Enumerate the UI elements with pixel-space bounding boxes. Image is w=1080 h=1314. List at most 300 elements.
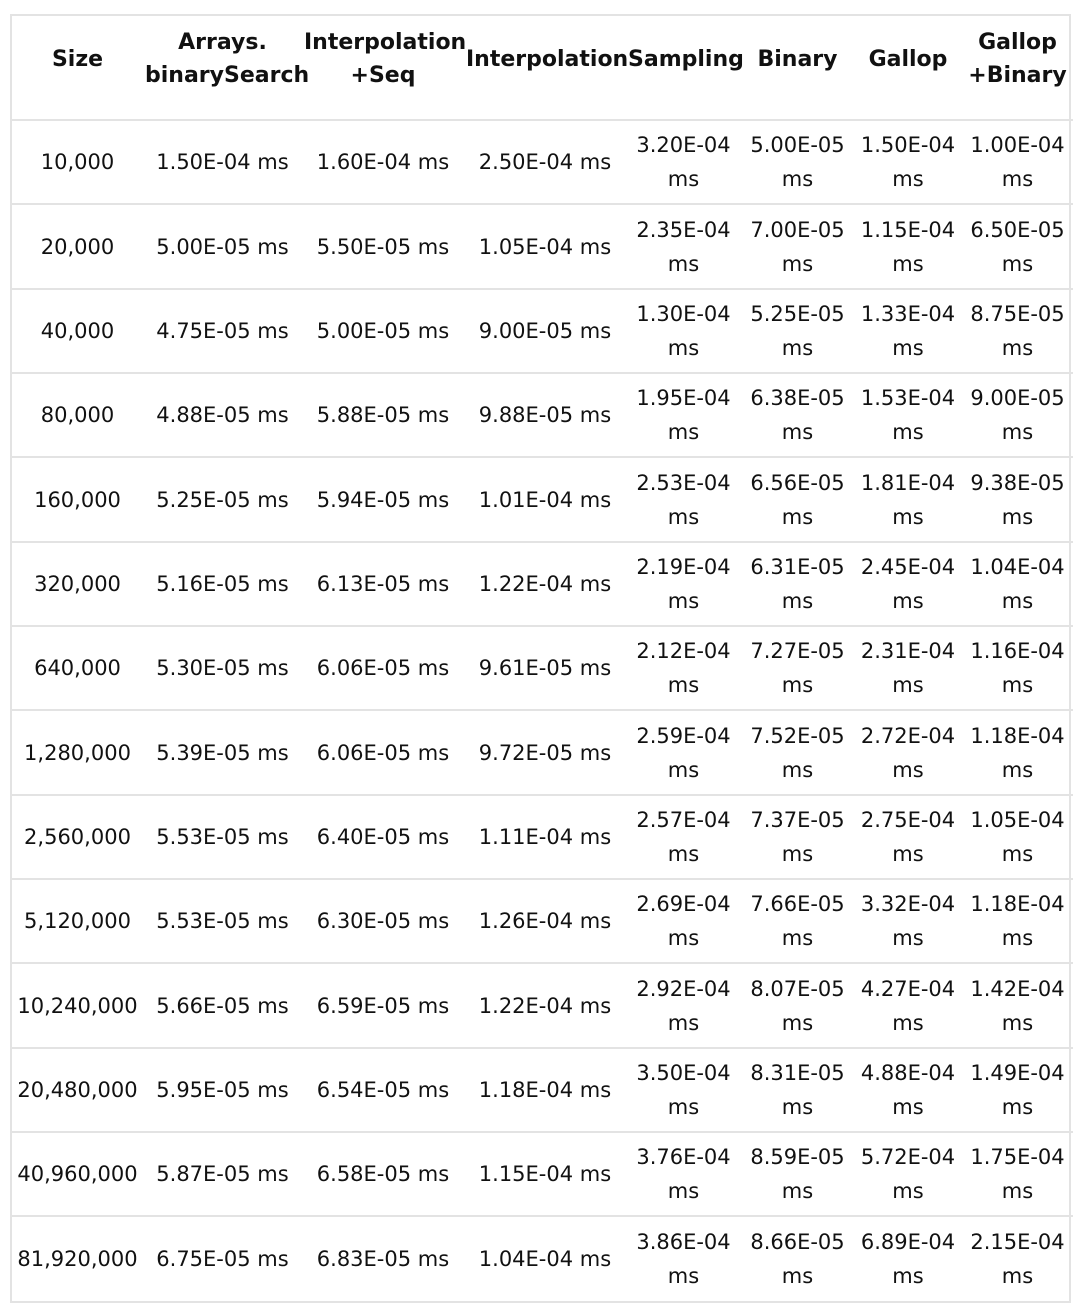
cell-unit: ms bbox=[257, 993, 289, 1018]
gallop-cell bbox=[854, 542, 962, 626]
size-cell: 1,280,000 bbox=[12, 710, 143, 794]
gallop-cell bbox=[854, 289, 962, 373]
table-row bbox=[12, 795, 1073, 879]
cell-value: 6.40E-05 bbox=[316, 824, 412, 849]
sampling-cell bbox=[626, 879, 741, 963]
cell-unit: ms bbox=[579, 571, 612, 596]
column-header-line: Interpolation bbox=[304, 30, 467, 55]
column-header-gallop-binary bbox=[962, 16, 1073, 120]
arrays-binarysearch-cell bbox=[143, 879, 302, 963]
interpolation-seq-cell bbox=[302, 1132, 464, 1216]
cell-unit: ms bbox=[579, 1162, 612, 1187]
cell-unit: ms bbox=[257, 824, 289, 849]
arrays-binarysearch-cell bbox=[143, 1132, 302, 1216]
cell-value: 5.94E-05 bbox=[316, 487, 412, 512]
cell-unit: ms bbox=[892, 926, 924, 951]
binary-cell bbox=[741, 795, 854, 879]
cell-value: 3.50E-04 bbox=[636, 1060, 731, 1085]
column-header-line: +Seq bbox=[350, 63, 416, 88]
cell-value: 3.20E-04 bbox=[636, 133, 731, 158]
interpolation-seq-cell bbox=[302, 795, 464, 879]
sampling-cell bbox=[626, 1132, 741, 1216]
cell-value: 9.38E-05 bbox=[970, 470, 1065, 495]
cell-unit: ms bbox=[781, 167, 814, 192]
cell-value: 7.00E-05 bbox=[750, 217, 845, 242]
cell-unit: ms bbox=[417, 403, 450, 428]
cell-unit: ms bbox=[667, 1010, 700, 1035]
size-cell: 2,560,000 bbox=[12, 795, 143, 879]
column-header-interpolation-seq bbox=[302, 16, 467, 120]
cell-value: 6.31E-05 bbox=[750, 554, 845, 579]
cell-value: 9.00E-05 bbox=[970, 386, 1065, 411]
cell-value: 5.88E-05 bbox=[316, 403, 412, 428]
cell-value: 5.39E-05 bbox=[156, 740, 251, 765]
cell-unit: ms bbox=[579, 824, 612, 849]
arrays-binarysearch-cell bbox=[143, 963, 302, 1047]
cell-unit: ms bbox=[781, 504, 814, 529]
cell-value: 1.95E-04 bbox=[636, 386, 731, 411]
cell-value: 1.11E-04 bbox=[478, 824, 574, 849]
arrays-binarysearch-cell bbox=[143, 710, 302, 794]
arrays-binarysearch-cell bbox=[143, 542, 302, 626]
cell-unit: ms bbox=[257, 909, 289, 934]
sampling-cell bbox=[626, 289, 741, 373]
cell-unit: ms bbox=[781, 1264, 814, 1289]
gallop-cell bbox=[854, 710, 962, 794]
size-cell: 81,920,000 bbox=[12, 1216, 143, 1301]
arrays-binarysearch-cell bbox=[143, 120, 302, 204]
cell-unit: ms bbox=[257, 403, 289, 428]
cell-value: 1.53E-04 bbox=[860, 386, 956, 411]
cell-value: 1.26E-04 bbox=[478, 909, 574, 934]
cell-unit: ms bbox=[781, 335, 814, 360]
cell-value: 9.88E-05 bbox=[478, 403, 574, 428]
cell-unit: ms bbox=[579, 740, 612, 765]
cell-value: 2.31E-04 bbox=[860, 639, 956, 664]
cell-value: 3.32E-04 bbox=[860, 892, 956, 917]
interpolation-seq-cell bbox=[302, 1216, 464, 1301]
cell-value: 9.72E-05 bbox=[478, 740, 574, 765]
column-header-binary bbox=[741, 16, 854, 120]
interpolation-cell bbox=[464, 289, 626, 373]
gallop-binary-cell bbox=[962, 289, 1073, 373]
cell-unit: ms bbox=[417, 234, 450, 259]
gallop-binary-cell bbox=[962, 795, 1073, 879]
benchmark-table bbox=[12, 16, 1073, 1301]
cell-value: 5.87E-05 bbox=[156, 1162, 251, 1187]
cell-unit: ms bbox=[579, 150, 612, 175]
cell-unit: ms bbox=[667, 335, 700, 360]
column-header-size bbox=[12, 16, 143, 120]
interpolation-cell bbox=[464, 963, 626, 1047]
cell-value: 6.59E-05 bbox=[316, 993, 412, 1018]
table-row bbox=[12, 963, 1073, 1047]
cell-unit: ms bbox=[417, 740, 450, 765]
cell-unit: ms bbox=[892, 841, 924, 866]
cell-unit: ms bbox=[417, 1247, 450, 1272]
table-row bbox=[12, 1132, 1073, 1216]
cell-value: 1.75E-04 bbox=[970, 1145, 1065, 1170]
cell-unit: ms bbox=[667, 588, 700, 613]
cell-value: 2.57E-04 bbox=[636, 807, 731, 832]
cell-value: 6.50E-05 bbox=[970, 217, 1065, 242]
arrays-binarysearch-cell bbox=[143, 457, 302, 541]
binary-cell bbox=[741, 289, 854, 373]
cell-unit: ms bbox=[667, 251, 700, 276]
column-header-line: binarySearch bbox=[145, 63, 310, 88]
interpolation-seq-cell bbox=[302, 204, 464, 288]
cell-value: 1.18E-04 bbox=[970, 723, 1065, 748]
cell-value: 4.88E-04 bbox=[860, 1060, 956, 1085]
cell-unit: ms bbox=[579, 1077, 612, 1102]
sampling-cell bbox=[626, 795, 741, 879]
gallop-binary-cell bbox=[962, 120, 1073, 204]
cell-value: 9.61E-05 bbox=[478, 656, 574, 681]
cell-unit: ms bbox=[417, 150, 450, 175]
column-header-sampling bbox=[626, 16, 744, 120]
cell-value: 1.81E-04 bbox=[860, 470, 956, 495]
cell-value: 7.66E-05 bbox=[750, 892, 845, 917]
size-cell: 20,000 bbox=[12, 204, 143, 288]
cell-value: 1.01E-04 bbox=[478, 487, 574, 512]
cell-value: 1.18E-04 bbox=[970, 892, 1065, 917]
binary-cell bbox=[741, 963, 854, 1047]
cell-unit: ms bbox=[1001, 251, 1034, 276]
cell-value: 3.86E-04 bbox=[636, 1230, 731, 1255]
cell-unit: ms bbox=[417, 571, 450, 596]
size-cell: 5,120,000 bbox=[12, 879, 143, 963]
cell-unit: ms bbox=[417, 909, 450, 934]
table-row bbox=[12, 710, 1073, 794]
interpolation-cell bbox=[464, 542, 626, 626]
cell-value: 1.22E-04 bbox=[478, 993, 574, 1018]
cell-value: 6.06E-05 bbox=[316, 656, 412, 681]
cell-value: 4.88E-05 bbox=[156, 403, 251, 428]
interpolation-cell bbox=[464, 795, 626, 879]
cell-unit: ms bbox=[579, 993, 612, 1018]
cell-value: 1.50E-04 bbox=[156, 150, 251, 175]
cell-value: 6.54E-05 bbox=[316, 1077, 412, 1102]
cell-unit: ms bbox=[781, 757, 814, 782]
cell-value: 2.59E-04 bbox=[636, 723, 731, 748]
cell-unit: ms bbox=[417, 824, 450, 849]
cell-unit: ms bbox=[892, 251, 924, 276]
gallop-cell bbox=[854, 1048, 962, 1132]
binary-cell bbox=[741, 1048, 854, 1132]
binary-cell bbox=[741, 1216, 854, 1301]
cell-unit: ms bbox=[667, 420, 700, 445]
sampling-cell bbox=[626, 542, 741, 626]
column-header-interpolation bbox=[464, 16, 629, 120]
cell-value: 2.53E-04 bbox=[636, 470, 731, 495]
cell-value: 2.12E-04 bbox=[636, 639, 731, 664]
gallop-cell bbox=[854, 1216, 962, 1301]
cell-unit: ms bbox=[781, 841, 814, 866]
sampling-cell bbox=[626, 457, 741, 541]
cell-value: 4.75E-05 bbox=[156, 318, 251, 343]
cell-value: 8.59E-05 bbox=[750, 1145, 845, 1170]
cell-value: 5.53E-05 bbox=[156, 824, 251, 849]
size-cell: 40,000 bbox=[12, 289, 143, 373]
table-row bbox=[12, 457, 1073, 541]
column-header-line: Sampling bbox=[628, 47, 744, 72]
size-cell: 10,000 bbox=[12, 120, 143, 204]
size-cell: 10,240,000 bbox=[12, 963, 143, 1047]
cell-unit: ms bbox=[1001, 1179, 1034, 1204]
cell-unit: ms bbox=[892, 167, 924, 192]
cell-value: 1.04E-04 bbox=[970, 554, 1065, 579]
gallop-cell bbox=[854, 626, 962, 710]
cell-unit: ms bbox=[892, 757, 924, 782]
cell-value: 6.75E-05 bbox=[156, 1247, 251, 1272]
cell-value: 1.05E-04 bbox=[970, 807, 1065, 832]
arrays-binarysearch-cell bbox=[143, 1048, 302, 1132]
cell-value: 1.50E-04 bbox=[860, 133, 956, 158]
table-row bbox=[12, 120, 1073, 204]
cell-unit: ms bbox=[1001, 420, 1034, 445]
binary-cell bbox=[741, 1132, 854, 1216]
cell-unit: ms bbox=[257, 1162, 289, 1187]
interpolation-cell bbox=[464, 710, 626, 794]
gallop-binary-cell bbox=[962, 710, 1073, 794]
cell-unit: ms bbox=[781, 251, 814, 276]
size-cell: 80,000 bbox=[12, 373, 143, 457]
gallop-cell bbox=[854, 204, 962, 288]
cell-value: 1.16E-04 bbox=[970, 639, 1065, 664]
cell-unit: ms bbox=[579, 1247, 612, 1272]
cell-value: 5.16E-05 bbox=[156, 571, 251, 596]
cell-value: 2.50E-04 bbox=[478, 150, 574, 175]
cell-value: 1.00E-04 bbox=[970, 133, 1065, 158]
table-row bbox=[12, 1216, 1073, 1301]
binary-cell bbox=[741, 710, 854, 794]
cell-value: 2.69E-04 bbox=[636, 892, 731, 917]
interpolation-cell bbox=[464, 879, 626, 963]
cell-unit: ms bbox=[1001, 588, 1034, 613]
gallop-cell bbox=[854, 457, 962, 541]
cell-value: 5.50E-05 bbox=[316, 234, 412, 259]
table-row bbox=[12, 1048, 1073, 1132]
cell-value: 7.27E-05 bbox=[750, 639, 845, 664]
cell-value: 3.76E-04 bbox=[636, 1145, 731, 1170]
cell-unit: ms bbox=[1001, 504, 1034, 529]
cell-unit: ms bbox=[667, 1264, 700, 1289]
size-cell: 320,000 bbox=[12, 542, 143, 626]
cell-unit: ms bbox=[1001, 1264, 1034, 1289]
sampling-cell bbox=[626, 626, 741, 710]
gallop-binary-cell bbox=[962, 204, 1073, 288]
cell-value: 6.06E-05 bbox=[316, 740, 412, 765]
cell-unit: ms bbox=[892, 1010, 924, 1035]
cell-value: 6.83E-05 bbox=[316, 1247, 412, 1272]
cell-unit: ms bbox=[417, 656, 450, 681]
interpolation-seq-cell bbox=[302, 963, 464, 1047]
cell-value: 6.56E-05 bbox=[750, 470, 845, 495]
cell-unit: ms bbox=[667, 504, 700, 529]
table-body bbox=[12, 120, 1073, 1301]
table-row bbox=[12, 879, 1073, 963]
cell-value: 7.37E-05 bbox=[750, 807, 845, 832]
cell-value: 8.75E-05 bbox=[970, 301, 1065, 326]
gallop-cell bbox=[854, 1132, 962, 1216]
gallop-cell bbox=[854, 963, 962, 1047]
cell-value: 2.15E-04 bbox=[970, 1230, 1065, 1255]
cell-value: 5.53E-05 bbox=[156, 909, 251, 934]
cell-value: 6.13E-05 bbox=[316, 571, 412, 596]
interpolation-cell bbox=[464, 204, 626, 288]
gallop-binary-cell bbox=[962, 1132, 1073, 1216]
cell-unit: ms bbox=[667, 841, 700, 866]
sampling-cell bbox=[626, 204, 741, 288]
benchmark-table-container bbox=[10, 14, 1071, 1303]
cell-value: 2.19E-04 bbox=[636, 554, 731, 579]
cell-unit: ms bbox=[781, 1010, 814, 1035]
cell-unit: ms bbox=[579, 234, 612, 259]
column-header-line: Interpolation bbox=[466, 47, 629, 72]
table-row bbox=[12, 542, 1073, 626]
gallop-binary-cell bbox=[962, 626, 1073, 710]
cell-unit: ms bbox=[667, 167, 700, 192]
arrays-binarysearch-cell bbox=[143, 289, 302, 373]
arrays-binarysearch-cell bbox=[143, 795, 302, 879]
cell-value: 5.95E-05 bbox=[156, 1077, 251, 1102]
cell-unit: ms bbox=[257, 740, 289, 765]
interpolation-seq-cell bbox=[302, 626, 464, 710]
sampling-cell bbox=[626, 1216, 741, 1301]
cell-value: 5.30E-05 bbox=[156, 656, 251, 681]
binary-cell bbox=[741, 626, 854, 710]
cell-unit: ms bbox=[892, 673, 924, 698]
interpolation-cell bbox=[464, 1216, 626, 1301]
gallop-binary-cell bbox=[962, 1048, 1073, 1132]
cell-value: 5.25E-05 bbox=[750, 301, 845, 326]
table-row bbox=[12, 204, 1073, 288]
arrays-binarysearch-cell bbox=[143, 373, 302, 457]
gallop-cell bbox=[854, 373, 962, 457]
cell-value: 1.33E-04 bbox=[860, 301, 956, 326]
interpolation-cell bbox=[464, 373, 626, 457]
gallop-binary-cell bbox=[962, 879, 1073, 963]
cell-value: 1.04E-04 bbox=[478, 1247, 574, 1272]
cell-unit: ms bbox=[417, 993, 450, 1018]
cell-unit: ms bbox=[781, 420, 814, 445]
cell-unit: ms bbox=[892, 1264, 924, 1289]
cell-unit: ms bbox=[892, 1179, 924, 1204]
cell-unit: ms bbox=[579, 403, 612, 428]
cell-unit: ms bbox=[257, 1247, 289, 1272]
binary-cell bbox=[741, 120, 854, 204]
column-header-line: Gallop bbox=[978, 30, 1057, 55]
interpolation-cell bbox=[464, 1048, 626, 1132]
binary-cell bbox=[741, 204, 854, 288]
interpolation-seq-cell bbox=[302, 373, 464, 457]
interpolation-seq-cell bbox=[302, 542, 464, 626]
cell-value: 5.00E-05 bbox=[316, 318, 412, 343]
cell-unit: ms bbox=[781, 1094, 814, 1119]
cell-unit: ms bbox=[781, 1179, 814, 1204]
cell-value: 1.42E-04 bbox=[970, 976, 1065, 1001]
cell-value: 8.07E-05 bbox=[750, 976, 845, 1001]
cell-unit: ms bbox=[257, 656, 289, 681]
cell-value: 1.15E-04 bbox=[860, 217, 956, 242]
sampling-cell bbox=[626, 1048, 741, 1132]
cell-value: 7.52E-05 bbox=[750, 723, 845, 748]
sampling-cell bbox=[626, 963, 741, 1047]
gallop-cell bbox=[854, 120, 962, 204]
interpolation-cell bbox=[464, 120, 626, 204]
binary-cell bbox=[741, 457, 854, 541]
cell-unit: ms bbox=[417, 318, 450, 343]
cell-unit: ms bbox=[257, 571, 289, 596]
cell-value: 4.27E-04 bbox=[860, 976, 956, 1001]
table-row bbox=[12, 626, 1073, 710]
arrays-binarysearch-cell bbox=[143, 626, 302, 710]
gallop-binary-cell bbox=[962, 542, 1073, 626]
cell-value: 1.15E-04 bbox=[478, 1162, 574, 1187]
column-header-line: Arrays. bbox=[178, 30, 267, 55]
cell-value: 1.30E-04 bbox=[636, 301, 731, 326]
cell-value: 8.31E-05 bbox=[750, 1060, 845, 1085]
cell-unit: ms bbox=[667, 926, 700, 951]
gallop-binary-cell bbox=[962, 373, 1073, 457]
gallop-cell bbox=[854, 879, 962, 963]
binary-cell bbox=[741, 542, 854, 626]
column-header-gallop bbox=[854, 16, 962, 120]
cell-unit: ms bbox=[781, 588, 814, 613]
size-cell: 160,000 bbox=[12, 457, 143, 541]
cell-unit: ms bbox=[1001, 926, 1034, 951]
cell-unit: ms bbox=[257, 1077, 289, 1102]
cell-value: 1.18E-04 bbox=[478, 1077, 574, 1102]
interpolation-cell bbox=[464, 626, 626, 710]
cell-value: 5.00E-05 bbox=[750, 133, 845, 158]
cell-value: 5.66E-05 bbox=[156, 993, 251, 1018]
cell-unit: ms bbox=[892, 420, 924, 445]
interpolation-cell bbox=[464, 457, 626, 541]
cell-value: 6.89E-04 bbox=[860, 1230, 956, 1255]
size-cell: 40,960,000 bbox=[12, 1132, 143, 1216]
size-cell: 20,480,000 bbox=[12, 1048, 143, 1132]
cell-value: 1.60E-04 bbox=[316, 150, 412, 175]
sampling-cell bbox=[626, 710, 741, 794]
interpolation-seq-cell bbox=[302, 120, 464, 204]
column-header-line: +Binary bbox=[968, 63, 1067, 88]
cell-unit: ms bbox=[257, 487, 289, 512]
cell-value: 2.75E-04 bbox=[860, 807, 956, 832]
cell-value: 6.58E-05 bbox=[316, 1162, 412, 1187]
cell-value: 9.00E-05 bbox=[478, 318, 574, 343]
cell-unit: ms bbox=[417, 1077, 450, 1102]
cell-value: 1.22E-04 bbox=[478, 571, 574, 596]
binary-cell bbox=[741, 373, 854, 457]
interpolation-seq-cell bbox=[302, 289, 464, 373]
cell-value: 6.38E-05 bbox=[750, 386, 845, 411]
table-row bbox=[12, 373, 1073, 457]
interpolation-seq-cell bbox=[302, 457, 464, 541]
binary-cell bbox=[741, 879, 854, 963]
cell-unit: ms bbox=[579, 318, 612, 343]
cell-unit: ms bbox=[1001, 167, 1034, 192]
sampling-cell bbox=[626, 120, 741, 204]
cell-unit: ms bbox=[1001, 673, 1034, 698]
cell-unit: ms bbox=[417, 1162, 450, 1187]
cell-unit: ms bbox=[892, 588, 924, 613]
cell-unit: ms bbox=[579, 487, 612, 512]
cell-unit: ms bbox=[257, 234, 289, 259]
cell-value: 2.35E-04 bbox=[636, 217, 731, 242]
cell-unit: ms bbox=[1001, 1010, 1034, 1035]
cell-value: 2.72E-04 bbox=[860, 723, 956, 748]
